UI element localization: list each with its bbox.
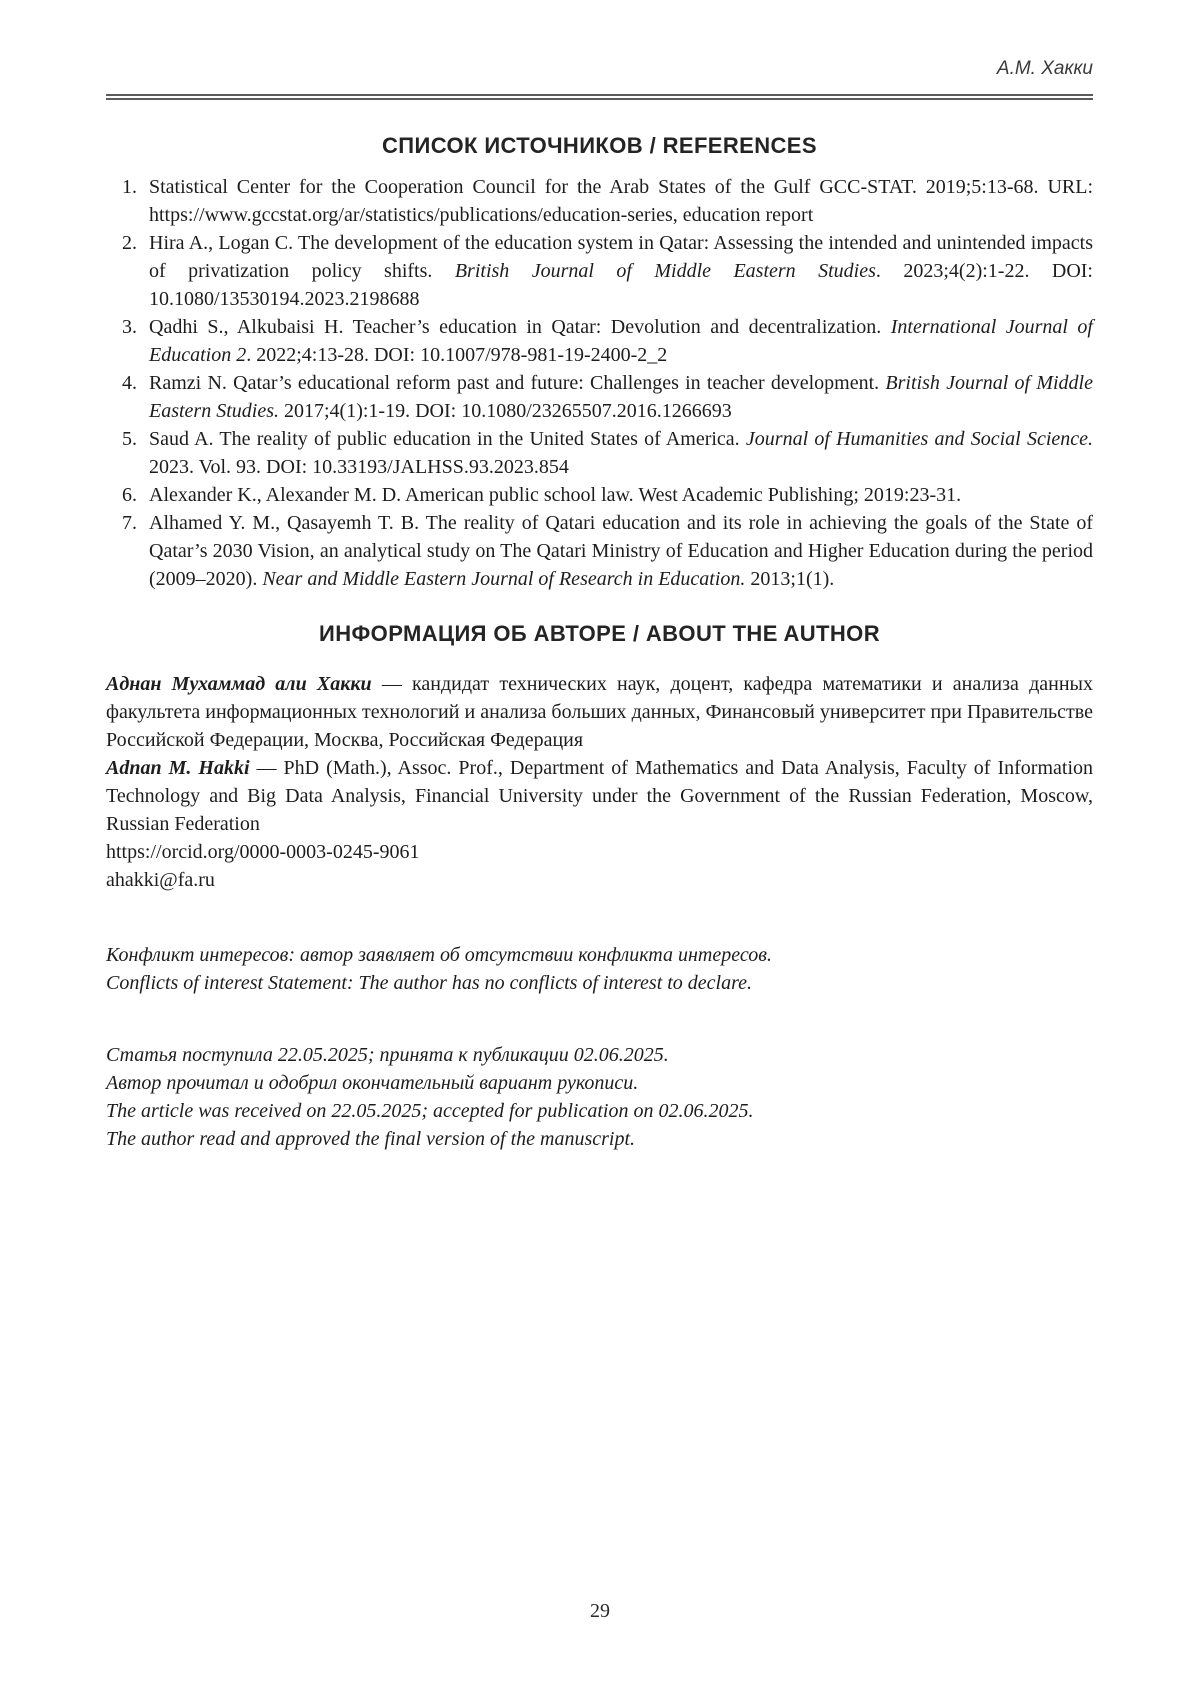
reference-text: Alhamed Y. M., Qasayemh T. B. The reality of Qatari education and its role in achieving the goals of the State of Qatar’s 2030 Vision, an analytical study on The Qatari Ministry of Education and Higher Education during the period (2009–2020).	[149, 512, 1093, 590]
running-head-author: А.М. Хакки	[996, 58, 1093, 79]
conflict-statement-en: Conflicts of interest Statement: The author has no conflicts of interest to declare.	[106, 972, 753, 994]
reference-journal-title: British Journal of Middle Eastern Studies.	[149, 372, 1093, 422]
reference-text-tail: . 2023;4(2):1-22. DOI: 10.1080/13530194.2023.2198688	[149, 260, 1093, 310]
conflict-of-interest-block	[106, 941, 1093, 997]
reference-item-2	[106, 229, 1093, 313]
author-name-ru: Аднан Мухаммад али Хакки	[106, 673, 372, 695]
references-list	[106, 173, 1093, 593]
page-number: 29	[590, 1600, 610, 1622]
reference-text: Qadhi S., Alkubaisi H. Teacher’s education in Qatar: Devolution and decentralization.	[149, 316, 891, 338]
references-heading: СПИСОК ИСТОЧНИКОВ / REFERENCES	[382, 133, 817, 158]
received-statement-en: The article was received on 22.05.2025; accepted for publication on 02.06.2025.	[106, 1100, 754, 1122]
reference-item-6	[106, 481, 1093, 509]
header-double-rule	[106, 94, 1093, 100]
reference-item-7	[106, 509, 1093, 593]
about-author-heading: ИНФОРМАЦИЯ ОБ АВТОРЕ / ABOUT THE AUTHOR	[319, 621, 880, 646]
reference-text-tail: 2017;4(1):1-19. DOI: 10.1080/23265507.2016.1266693	[279, 400, 732, 422]
reference-text: Alexander K., Alexander M. D. American public school law. West Academic Publishing; 2019:23-31.	[149, 484, 962, 506]
author-bio-ru: — кандидат технических наук, доцент, кафедра математики и анализа данных факультета информационных технологий и анализа больших данных, Финансовый университет при Правительстве Российской Федерации, Москва, Российская Федерация	[106, 673, 1093, 751]
reference-text-tail: 2013;1(1).	[745, 568, 835, 590]
reference-journal-title: Journal of Humanities and Social Science.	[745, 428, 1094, 450]
author-orcid: https://orcid.org/0000-0003-0245-9061	[106, 841, 420, 863]
reference-text-tail: 2023. Vol. 93. DOI: 10.33193/JALHSS.93.2023.854	[149, 456, 569, 478]
reference-number: 4.	[122, 372, 137, 394]
conflict-statement-ru: Конфликт интересов: автор заявляет об отсутствии конфликта интересов.	[106, 944, 772, 966]
author-info-en	[106, 754, 1093, 838]
received-statement-ru: Статья поступила 22.05.2025; принята к публикации 02.06.2025.	[106, 1044, 669, 1066]
reference-number: 7.	[122, 512, 137, 534]
reference-number: 6.	[122, 484, 137, 506]
reference-journal-title: British Journal of Middle Eastern Studies	[454, 260, 876, 282]
reference-text: Saud A. The reality of public education in the United States of America.	[149, 428, 746, 450]
reference-number: 2.	[122, 232, 137, 254]
article-dates-block	[106, 1041, 1093, 1153]
author-bio-en: — PhD (Math.), Assoc. Prof., Department of Mathematics and Data Analysis, Faculty of Information Technology and Big Data Analysis, Financial University under the Government of the Russian Federation, Moscow, Russian Federation	[106, 757, 1093, 835]
author-email: ahakki@fa.ru	[106, 869, 215, 891]
reference-number: 1.	[122, 176, 137, 198]
approved-statement-en: The author read and approved the final version of the manuscript.	[106, 1128, 636, 1150]
reference-journal-title: International Journal of Education 2	[149, 316, 1093, 366]
approved-statement-ru: Автор прочитал и одобрил окончательный вариант рукописи.	[106, 1072, 639, 1094]
reference-number: 5.	[122, 428, 137, 450]
reference-item-1	[106, 173, 1093, 229]
reference-text-tail: . 2022;4:13-28. DOI: 10.1007/978-981-19-2400-2_2	[246, 344, 668, 366]
author-name-en: Adnan M. Hakki	[106, 757, 250, 779]
reference-item-5	[106, 425, 1093, 481]
reference-number: 3.	[122, 316, 137, 338]
reference-text: Hira A., Logan C. The development of the education system in Qatar: Assessing the intended and unintended impacts of privatization policy shifts.	[149, 232, 1093, 282]
reference-item-3	[106, 313, 1093, 369]
reference-text: Statistical Center for the Cooperation Council for the Arab States of the Gulf GCC-STAT. 2019;5:13-68. URL: https://www.gccstat.org/ar/statistics/publications/education-series, education report	[149, 176, 1093, 226]
reference-text: Ramzi N. Qatar’s educational reform past and future: Challenges in teacher development.	[149, 372, 886, 394]
author-info-block	[106, 670, 1093, 894]
reference-journal-title: Near and Middle Eastern Journal of Research in Education.	[262, 568, 746, 590]
reference-item-4	[106, 369, 1093, 425]
author-info-ru	[106, 670, 1093, 754]
